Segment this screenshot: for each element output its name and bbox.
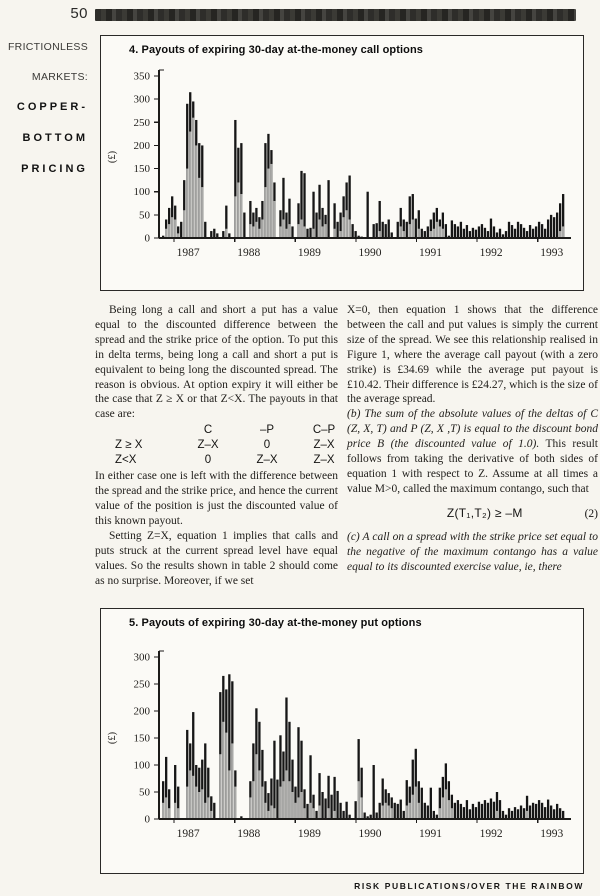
- table-cell: Z–X: [313, 454, 335, 467]
- paragraph: Setting Z=X, equation 1 implies that calls and puts struck at the current spread level have equal values. So the results shown in table 2 should come as no surprise. Moreover, if we set: [95, 529, 338, 587]
- svg-text:350: 350: [133, 70, 150, 83]
- svg-text:(£): (£): [107, 150, 118, 164]
- svg-text:100: 100: [133, 759, 150, 772]
- svg-text:1991: 1991: [419, 247, 443, 259]
- item-b-italic-text: (b) The sum of the absolute values of the deltas of C (Z, X, T) and P (Z, X ,T) is equal to the discount bond price B (the discounted value of 1.0).: [347, 408, 598, 451]
- svg-text:1987: 1987: [176, 828, 200, 840]
- paragraph: X=0, then equation 1 shows that the difference between the call and put values is simply the current size of the spread. We see this relationship realised in Figure 1, where the average call payout (with a zero strike) is £34.69 while the average put payout is £10.42. Their difference is £24.27, which is the size of the average spread.: [347, 304, 598, 406]
- table-cell: 0: [204, 454, 212, 467]
- table-cell: Z<X: [115, 454, 137, 467]
- figure-5-plot: [103, 643, 581, 872]
- svg-text:1990: 1990: [358, 247, 382, 259]
- table-header-c: C: [203, 424, 213, 437]
- table-cell: Z–X: [197, 439, 219, 452]
- figure-4-plot: [103, 62, 581, 291]
- table-cell: Z–X: [313, 439, 335, 452]
- table-cell: Z ≥ X: [115, 439, 143, 452]
- call-payout-chart-canvas: [103, 62, 581, 286]
- table-header-c-minus-p: C–P: [312, 424, 336, 437]
- put-payout-chart-canvas: [103, 643, 581, 867]
- svg-text:50: 50: [139, 786, 150, 799]
- svg-text:300: 300: [133, 651, 150, 664]
- svg-text:1993: 1993: [540, 828, 564, 840]
- svg-text:150: 150: [133, 732, 150, 745]
- svg-text:200: 200: [133, 705, 150, 718]
- table-cell: 0: [263, 439, 271, 452]
- figure-4-call-options-chart: [100, 35, 584, 291]
- table-cell: [103, 423, 175, 438]
- figure-5-put-options-chart: [100, 608, 584, 874]
- item-b-roman-text: This result follows from taking the derivative of both sides of equation 1 with respect to Z. Assume at all times a value M>0, called the maximum contango, such that: [347, 438, 598, 495]
- equation-formula: Z(T₁,T₂) ≥ –M: [446, 505, 523, 520]
- svg-text:1989: 1989: [297, 828, 321, 840]
- payout-table: [103, 423, 338, 468]
- publisher-footer: RISK PUBLICATIONS/OVER THE RAINBOW: [354, 881, 584, 891]
- sidebar-label-frictionless: FRICTIONLESS: [7, 41, 88, 53]
- sidebar-label-markets: MARKETS:: [31, 71, 88, 83]
- paragraph-item-b: [347, 407, 598, 496]
- svg-text:1988: 1988: [237, 247, 261, 259]
- right-column: [347, 303, 598, 589]
- svg-text:1991: 1991: [419, 828, 443, 840]
- svg-text:1993: 1993: [540, 247, 564, 259]
- svg-text:50: 50: [139, 209, 150, 222]
- svg-text:250: 250: [133, 678, 150, 691]
- svg-text:0: 0: [144, 232, 150, 245]
- body-text: [95, 303, 598, 589]
- sidebar-brand-copper: COPPER-: [16, 101, 88, 113]
- page-number: 50: [70, 5, 88, 22]
- svg-text:1992: 1992: [479, 828, 503, 840]
- svg-text:1987: 1987: [176, 247, 200, 259]
- equation-2: [347, 506, 598, 522]
- paragraph-item-c: [347, 530, 598, 575]
- figure-5-title: 5. Payouts of expiring 30-day at-the-money put options: [129, 617, 422, 629]
- svg-text:(£): (£): [107, 731, 118, 745]
- left-column: [95, 303, 338, 589]
- paragraph: Being long a call and short a put has a value equal to the discounted difference between the spread and the strike price of the option. To put this in delta terms, being long a call and short a put is equivalent to being long the discounted spread. The reason is obvious. At option expiry it will either be the case that Z ≥ X or that Z<X. The payouts in that case are:: [95, 304, 338, 421]
- svg-text:1992: 1992: [479, 247, 503, 259]
- svg-text:300: 300: [133, 93, 150, 106]
- svg-text:250: 250: [133, 116, 150, 129]
- table-cell: Z–X: [256, 454, 278, 467]
- sidebar-brand-pricing: PRICING: [21, 163, 88, 175]
- svg-text:1989: 1989: [297, 247, 321, 259]
- figure-4-title: 4. Payouts of expiring 30-day at-the-money call options: [129, 44, 424, 56]
- svg-text:200: 200: [133, 139, 150, 152]
- paragraph: In either case one is left with the difference between the spread and the strike price, and hence the current value of the position is just the discounted value of this known payout.: [95, 470, 338, 527]
- item-c-italic-text: (c) A call on a spread with the strike price set equal to the negative of the maximum contango has a value equal to its discounted exercise value, ie, there: [347, 530, 598, 573]
- svg-text:100: 100: [133, 186, 150, 199]
- equation-number: (2): [584, 507, 598, 520]
- svg-text:0: 0: [144, 813, 150, 826]
- header-rule-bar: [95, 9, 576, 21]
- svg-text:1988: 1988: [237, 828, 261, 840]
- table-header-minus-p: –P: [259, 424, 275, 437]
- sidebar-brand-bottom: BOTTOM: [22, 132, 88, 144]
- section-sidebar: [0, 32, 88, 185]
- svg-text:1990: 1990: [358, 828, 382, 840]
- svg-text:150: 150: [133, 163, 150, 176]
